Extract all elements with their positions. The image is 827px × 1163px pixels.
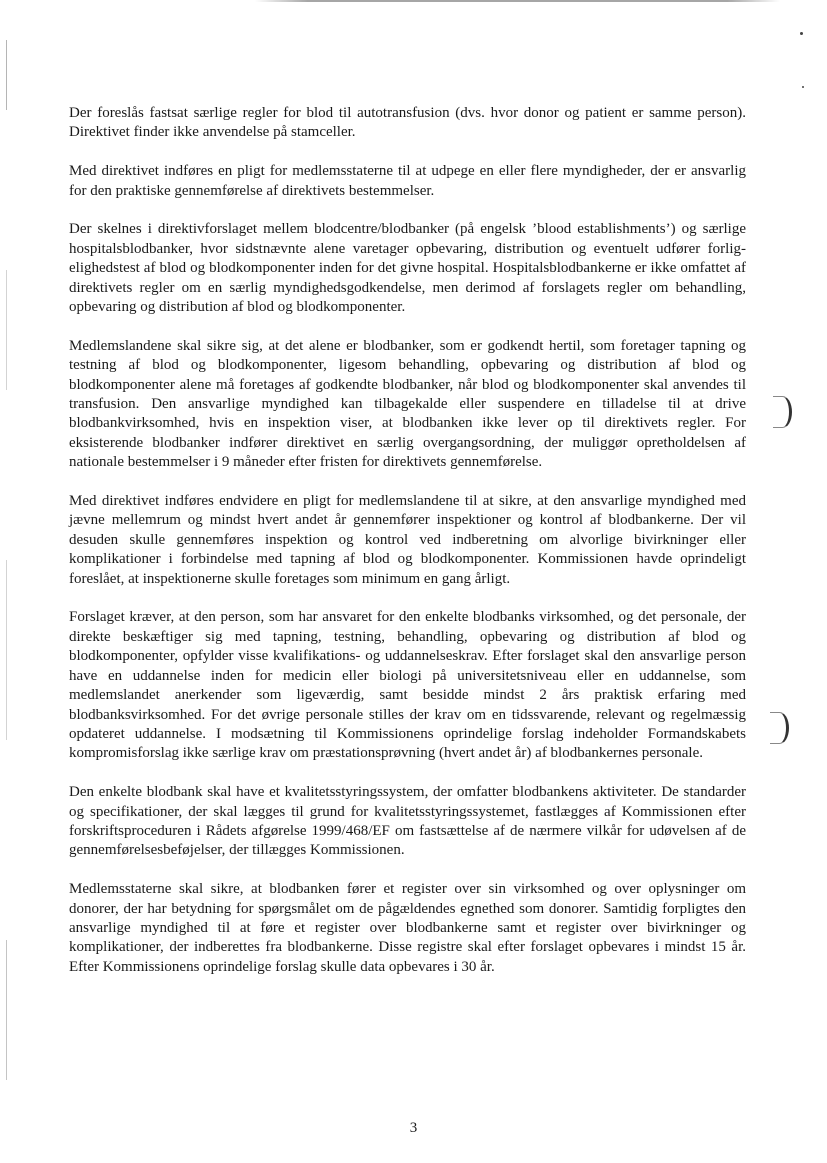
punch-hole-mark	[773, 396, 792, 428]
paragraph-personnel: Forslaget kræver, at den person, som har ansvaret for den enkelte blodbanks virksomhed, og det personale, der direkte beskæftiger sig med tapning, testning, behandling, opbevaring og distribution af blod og blodkomponenter, opfylder visse kvalifikations- og uddannelseskrav. Efter forslaget skal den ansvarlige person have en uddannelse inden for medicin eller biologi på universitetsniveau eller en uddannelse, som medlemslandet anerkender som ligeværdig, samt besidde mindst 2 års praktisk erfaring med blodbanksvirksomhed. For det øvrige personale stilles der krav om en tidssvarende, relevant og regelmæssig opdateret uddannelse. I modsætning til Kommissionens oprindelige forslag indeholder Formandskabets kompromisforslag ikke særlige krav om præstationsprøvning (hvert andet år) af blodbankernes personale.	[69, 609, 746, 762]
paragraph-inspections: Med direktivet indføres endvidere en pligt for medlemslandene til at sikre, at den ansvarlige myndighed med jævne mellemrum og mindst hvert andet år gennemfører inspektioner og kontrol af blodbankerne. Der vil desuden skulle gennemføres inspektion og kontrol ved indberetning om alvorlige bivirkninger eller komplikationer i forbindelse med tapning af blod og blodkomponenter. Kommissionen havde oprindeligt foreslået, at inspektionerne skulle foretages som minimum en gang årligt.	[69, 493, 746, 587]
paragraph-quality-system: Den enkelte blodbank skal have et kvalitetsstyringssystem, der omfatter blodbankens aktiviteter. De standarder og specifikationer, der skal lægges til grund for kvalitetsstyringssystemet, fastlægges af Kommissionen efter forskriftsproceduren i Rådets afgørelse 1999/468/EF om fastsættelse af de nærmere vilkår for udøvelsen af de gennemførelsesbeføjelser, der tillægges Kommissionen.	[69, 784, 746, 859]
paragraph-records: Medlemsstaterne skal sikre, at blodbanken fører et register over sin virksomhed og over oplysninger om donorer, der har betydning for spørgsmålet om de pågældendes egnethed som donorer. Samtidig forpligtes den ansvarlige myndighed til at føre et register over blodbankerne samt et register over bivirkninger og komplikationer, der indberettes fra blodbankerne. Disse registre skal efter forslaget opbevares i mindst 15 år. Efter Kommissionens oprindelige forslag skulle data opbevares i 30 år.	[69, 881, 746, 975]
scan-left-edge	[6, 270, 7, 390]
paragraph-authorisation: Medlemslandene skal sikre sig, at det alene er blodbanker, som er godkendt hertil, som foretager tapning og testning af blod og blodkomponenter, ligesom behandling, opbevaring og distribution af blod og blodkomponenter alene må foretages af godkendte blodbanker, når blod og blodkomponenter skal anvendes til transfusion. Den ansvarlige myndighed kan tilbagekalde eller suspendere en tilladelse til at drive blodbankvirksomhed, hvis en inspektion viser, at blodbanken ikke lever op til direktivets regler. For eksisterende blodbanker indfører direktivet en særlig overgangsordning, der muliggør opretholdelsen af nationale bestemmelser i 9 måneder efter fristen for direktivets gennemførelse.	[69, 337, 746, 471]
scan-left-edge	[6, 560, 7, 740]
paragraph-blood-establishments: Der skelnes i direktivforslaget mellem blodcentre/blodbanker (på engelsk ’blood establishments’) og særlige hospitalsblodbanker, hvor sidstnævnte alene varetager opbevaring, distribution og eventuelt udfører forligelighedstest af blod og blodkomponenter inden for det givne hospital. Hospitalsblodbankerne er ikke omfattet af direktivets regler om en særlig myndighedsgodkendelse, men derimod af forslagets regler om behandling, opbevaring og distribution af blod og blodkomponenter.	[69, 221, 746, 316]
scan-left-edge	[6, 40, 7, 110]
page-number: 3	[409, 1120, 418, 1136]
document-body	[69, 104, 746, 997]
punch-hole-mark	[770, 712, 789, 744]
paragraph-autotransfusion: Der foreslås fastsat særlige regler for blod til autotransfusion (dvs. hvor donor og patient er samme person). Direktivet finder ikke anvendelse på stamceller.	[69, 105, 746, 141]
scan-top-edge	[255, 0, 780, 2]
paragraph-authorities: Med direktivet indføres en pligt for medlemsstaterne til at udpege en eller flere myndigheder, der er ansvarlig for den praktiske gennemførelse af direktivets bestemmelser.	[69, 163, 746, 199]
scan-left-edge	[6, 940, 7, 1080]
scan-speck	[800, 32, 803, 35]
scan-speck	[802, 86, 804, 88]
